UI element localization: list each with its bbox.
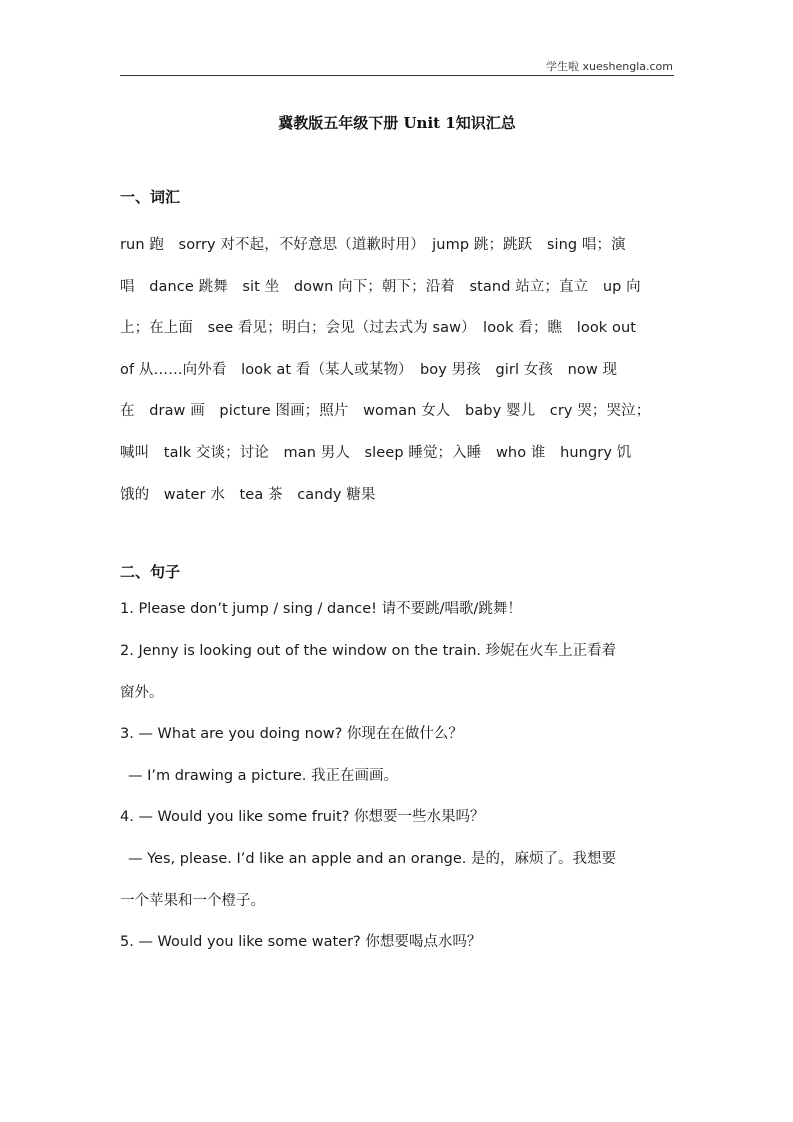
vocabulary-line: run 跑 sorry 对不起，不好意思（道歉时用） jump 跳；跳跃 sing 唱；演 — [120, 237, 626, 253]
vocabulary-line: 喊叫 talk 交谈；讨论 man 男人 sleep 睡觉；入睡 who 谁 hungry 饥 — [120, 444, 632, 461]
sentence-line: — Yes, please. I’d like an apple and an orange. 是的，麻烦了。我想要 — [128, 851, 616, 867]
vocabulary-line: 饿的 water 水 tea 茶 candy 糖果 — [120, 486, 376, 503]
vocabulary-line: of 从……向外看 look at 看（某人或某物） boy 男孩 girl 女孩 now 现 — [120, 361, 618, 378]
header-divider — [120, 75, 674, 76]
vocabulary-line: 在 draw 画 picture 图画；照片 woman 女人 baby 婴儿 cry 哭；哭泣； — [120, 403, 651, 420]
sentence-line: 4. — Would you like some fruit? 你想要一些水果吗？ — [120, 809, 485, 825]
vocabulary-line: 唱 dance 跳舞 sit 坐 down 向下；朝下；沿着 stand 站立；直立 up 向 — [120, 278, 641, 295]
sentence-line: 一个苹果和一个橙子。 — [120, 893, 265, 909]
sentence-line: 窗外。 — [120, 685, 164, 701]
vocabulary-block — [120, 225, 674, 516]
document-title: 冀教版五年级下册 Unit 1知识汇总 — [278, 114, 516, 132]
sentence-line: — I’m drawing a picture. 我正在画画。 — [128, 768, 399, 784]
sentences-heading: 二、句子 — [120, 563, 181, 581]
sentence-line: 3. — What are you doing now? 你现在在做什么？ — [120, 726, 463, 742]
vocabulary-heading: 一、词汇 — [120, 188, 181, 206]
vocabulary-line: 上；在上面 see 看见；明白；会见（过去式为 saw） look 看；瞧 look out — [120, 320, 637, 337]
sentence-line: 5. — Would you like some water? 你想要喝点水吗？ — [120, 934, 482, 950]
sentence-line: 1. Please don’t jump / sing / dance! 请不要跳/唱歌/跳舞！ — [120, 601, 522, 617]
header-site-name[interactable]: 学生啦 xueshengla.com — [546, 60, 673, 73]
sentence-line: 2. Jenny is looking out of the window on the train. 珍妮在火车上正看着 — [120, 643, 617, 659]
